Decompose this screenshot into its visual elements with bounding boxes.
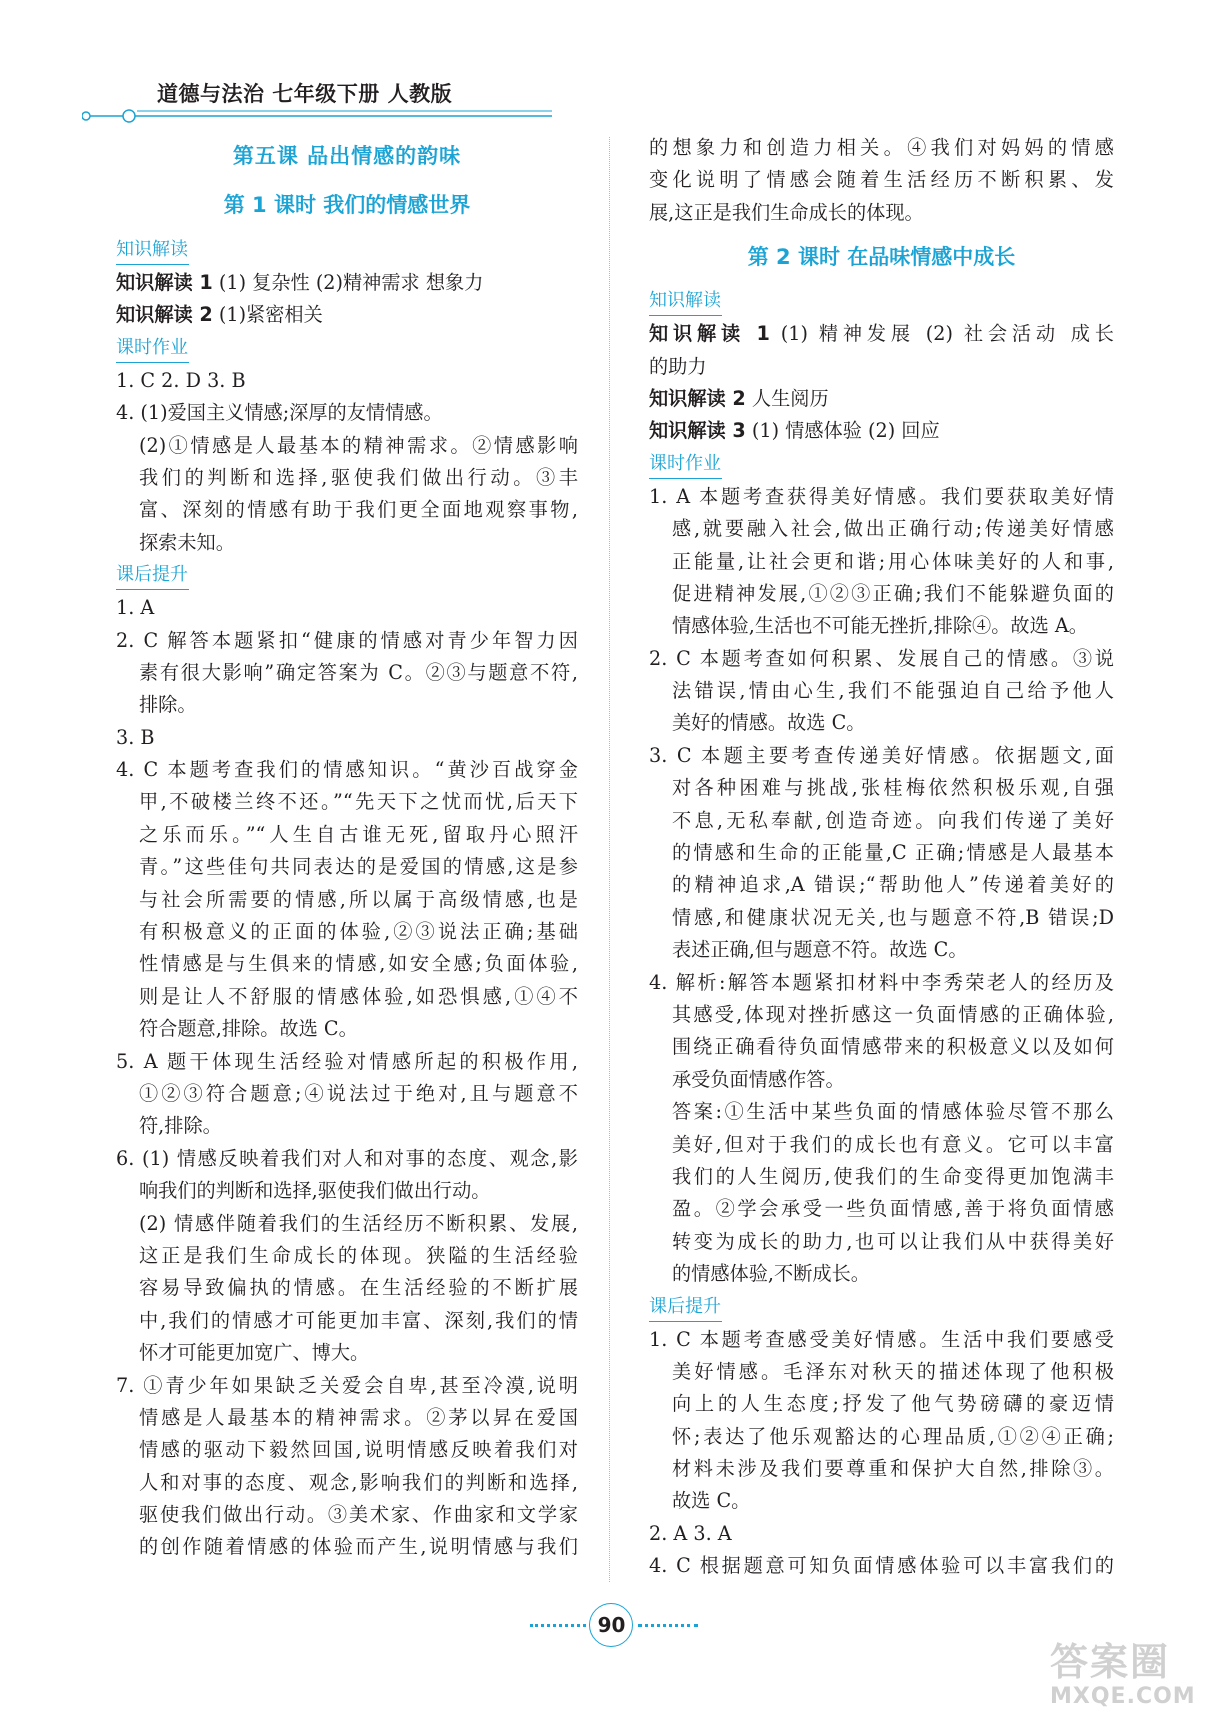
- right-column: [649, 132, 1114, 1583]
- watermark-logo: [1050, 1640, 1220, 1716]
- footer-dots-right: [638, 1624, 698, 1627]
- section-after-class: 课后提升: [649, 1292, 722, 1322]
- after-class-line: 2. A 3. A: [649, 1521, 732, 1545]
- homework-line: 盈。②学会承受一些负面情感,善于将负面情感: [672, 1197, 1114, 1221]
- after-class-line: 则是让人不舒服的情感体验,如恐惧感,①④不: [139, 984, 578, 1008]
- homework-line: 2. C 本题考查如何积累、发展自己的情感。③说: [649, 646, 1114, 670]
- after-class-line: ①②③符合题意;④说法过于绝对,且与题意不: [139, 1081, 578, 1105]
- after-class-line: 怀;表达了他乐观豁达的心理品质,①②④正确;: [672, 1424, 1114, 1448]
- knowledge-item-2: 知识解读 2 人生阅历: [649, 386, 829, 410]
- homework-line: 4. 解析:解答本题紧扣材料中李秀荣老人的经历及: [649, 970, 1114, 994]
- homework-line: 我们的人生阅历,使我们的生命变得更加饱满丰: [672, 1164, 1114, 1188]
- knowledge-item-1: 知识解读 1 (1) 复杂性 (2)精神需求 想象力: [116, 271, 484, 294]
- homework-line: 感,就要融入社会,做出正确行动;传递美好情感: [672, 517, 1114, 541]
- homework-line: 的精神追求,A 错误;“帮助他人”传递着美好的: [672, 873, 1114, 897]
- after-class-line: 符,排除。: [139, 1114, 222, 1138]
- homework-line: 围绕正确看待负面情感带来的积极意义以及如何: [672, 1035, 1114, 1059]
- homework-q4-line: 富、深刻的情感有助于我们更全面地观察事物,: [139, 498, 578, 522]
- knowledge-item-3: 知识解读 3 (1) 情感体验 (2) 回应: [649, 419, 940, 443]
- period-2-title: 第 2 课时 在品味情感中成长: [747, 245, 1016, 270]
- after-class-line: 3. B: [116, 725, 155, 749]
- footer-dots-left: [530, 1624, 586, 1627]
- after-class-line: 甲,不破楼兰终不还。”“先天下之忧而忧,后天下: [139, 790, 578, 814]
- section-homework: 课时作业: [116, 333, 189, 363]
- watermark-top-text: 答案圈: [1050, 1640, 1171, 1684]
- continuation-line: 的想象力和创造力相关。④我们对妈妈的情感: [649, 136, 1114, 159]
- homework-q4-line: 4. (1)爱国主义情感;深厚的友情情感。: [116, 401, 443, 425]
- after-class-line: 青。”这些佳句共同表达的是爱国的情感,这是参: [139, 855, 578, 879]
- continuation-line: 展,这正是我们生命成长的体现。: [649, 200, 924, 224]
- after-class-line: 美好情感。毛泽东对秋天的描述体现了他积极: [672, 1359, 1114, 1383]
- homework-q4-line: 探索未知。: [139, 530, 235, 554]
- homework-line: 情感体验,生活也不可能无挫折,排除④。故选 A。: [672, 614, 1088, 638]
- after-class-line: 情感的驱动下毅然回国,说明情感反映着我们对: [139, 1438, 578, 1462]
- after-class-line: 1. A: [116, 596, 155, 620]
- after-class-line: 故选 C。: [672, 1489, 751, 1513]
- homework-q4-line: 我们的判断和选择,驱使我们做出行动。③丰: [139, 465, 578, 489]
- after-class-line: 4. C 本题考查我们的情感知识。“黄沙百战穿金: [116, 758, 578, 782]
- homework-q4-line: (2)①情感是人最基本的精神需求。②情感影响: [139, 433, 578, 457]
- page-number: 90: [597, 1613, 626, 1637]
- section-knowledge: 知识解读: [116, 235, 189, 265]
- section-knowledge: 知识解读: [649, 286, 722, 316]
- after-class-line: 7. ①青少年如果缺乏关爱会自卑,甚至冷漠,说明: [116, 1373, 578, 1397]
- homework-answers-1-3: 1. C 2. D 3. B: [116, 368, 246, 392]
- after-class-line: 之乐而乐。”“人生自古谁无死,留取丹心照汗: [139, 822, 578, 846]
- homework-line: 其感受,体现对挫折感这一负面情感的正确体验,: [672, 1002, 1114, 1026]
- knowledge-item-1: 知识解读 1 (1) 精神发展 (2) 社会活动 成长: [649, 322, 1114, 346]
- homework-line: 情感,和健康状况无关,也与题意不符,B 错误;D: [672, 905, 1114, 929]
- after-class-line: 这正是我们生命成长的体现。狭隘的生活经验: [139, 1243, 578, 1267]
- homework-line: 1. A 本题考查获得美好情感。我们要获取美好情: [649, 484, 1114, 508]
- after-class-line: 5. A 题干体现生活经验对情感所起的积极作用,: [116, 1049, 578, 1073]
- header-decoration: [82, 104, 552, 128]
- period-1-title: 第 1 课时 我们的情感世界: [223, 193, 471, 217]
- after-class-line: 响我们的判断和选择,驱使我们做出行动。: [139, 1179, 491, 1203]
- after-class-line: 的创作随着情感的体验而产生,说明情感与我们: [139, 1535, 578, 1559]
- after-class-line: 情感是人最基本的精神需求。②茅以昇在爱国: [139, 1405, 578, 1429]
- after-class-line: 驱使我们做出行动。③美术家、作曲家和文学家: [139, 1503, 578, 1527]
- knowledge-item-1-cont: 的助力: [649, 354, 707, 378]
- after-class-line: 6. (1) 情感反映着我们对人和对事的态度、观念,影: [116, 1146, 578, 1170]
- after-class-line: 人和对事的态度、观念,影响我们的判断和选择,: [139, 1470, 578, 1494]
- homework-line: 的情感体验,不断成长。: [672, 1262, 870, 1286]
- lesson-title: 第五课 品出情感的韵味: [232, 143, 462, 168]
- column-divider: [609, 137, 610, 1582]
- after-class-line: 2. C 解答本题紧扣“健康的情感对青少年智力因: [116, 628, 578, 652]
- after-class-line: 素有很大影响”确定答案为 C。②③与题意不符,: [139, 660, 578, 684]
- after-class-line: 中,我们的情感才可能更加丰富、深刻,我们的情: [139, 1308, 578, 1332]
- homework-line: 法错误,情由心生,我们不能强迫自己给予他人: [672, 679, 1114, 703]
- after-class-line: 4. C 根据题意可知负面情感体验可以丰富我们的: [649, 1554, 1114, 1578]
- after-class-line: 符合题意,排除。故选 C。: [139, 1017, 358, 1041]
- book-header-title: 道德与法治 七年级下册 人教版: [157, 82, 453, 106]
- homework-line: 答案:①生活中某些负面的情感体验尽管不那么: [672, 1100, 1114, 1124]
- left-column: [116, 130, 578, 1564]
- homework-line: 不息,无私奉献,创造奇迹。向我们传递了美好: [672, 808, 1114, 832]
- homework-line: 表述正确,但与题意不符。故选 C。: [672, 938, 968, 962]
- homework-line: 3. C 本题主要考查传递美好情感。依据题文,面: [649, 743, 1114, 767]
- watermark-bottom-text: MXQE.COM: [1050, 1684, 1196, 1709]
- homework-line: 正能量,让社会更和谐;用心体味美好的人和事,: [672, 549, 1114, 573]
- after-class-line: 容易导致偏执的情感。在生活经验的不断扩展: [139, 1276, 578, 1300]
- after-class-line: 与社会所需要的情感,所以属于高级情感,也是: [139, 887, 578, 911]
- after-class-line: 材料未涉及我们要尊重和保护大自然,排除③。: [672, 1457, 1114, 1481]
- homework-line: 对各种困难与挑战,张桂梅依然积极乐观,自强: [672, 776, 1114, 800]
- section-after-class: 课后提升: [116, 560, 189, 590]
- homework-line: 促进精神发展,①②③正确;我们不能躲避负面的: [672, 581, 1114, 605]
- homework-line: 美好,但对于我们的成长也有意义。它可以丰富: [672, 1132, 1114, 1156]
- after-class-line: 1. C 本题考查感受美好情感。生活中我们要感受: [649, 1327, 1114, 1351]
- section-homework: 课时作业: [649, 449, 722, 479]
- after-class-line: 怀才可能更加宽广、博大。: [139, 1341, 370, 1365]
- continuation-line: 变化说明了情感会随着生活经历不断积累、发: [649, 168, 1114, 192]
- knowledge-item-2: 知识解读 2 (1)紧密相关: [116, 303, 323, 327]
- after-class-line: 有积极意义的正面的体验,②③说法正确;基础: [139, 920, 578, 944]
- after-class-line: (2) 情感伴随着我们的生活经历不断积累、发展,: [139, 1211, 578, 1235]
- homework-line: 的情感和生命的正能量,C 正确;情感是人最基本: [672, 841, 1114, 865]
- after-class-line: 性情感是与生俱来的情感,如安全感;负面体验,: [139, 952, 578, 976]
- homework-line: 承受负面情感作答。: [672, 1067, 845, 1091]
- after-class-line: 向上的人生态度;抒发了他气势磅礴的豪迈情: [672, 1392, 1114, 1416]
- homework-line: 美好的情感。故选 C。: [672, 711, 866, 735]
- after-class-line: 排除。: [139, 693, 197, 717]
- homework-line: 转变为成长的助力,也可以让我们从中获得美好: [672, 1229, 1114, 1253]
